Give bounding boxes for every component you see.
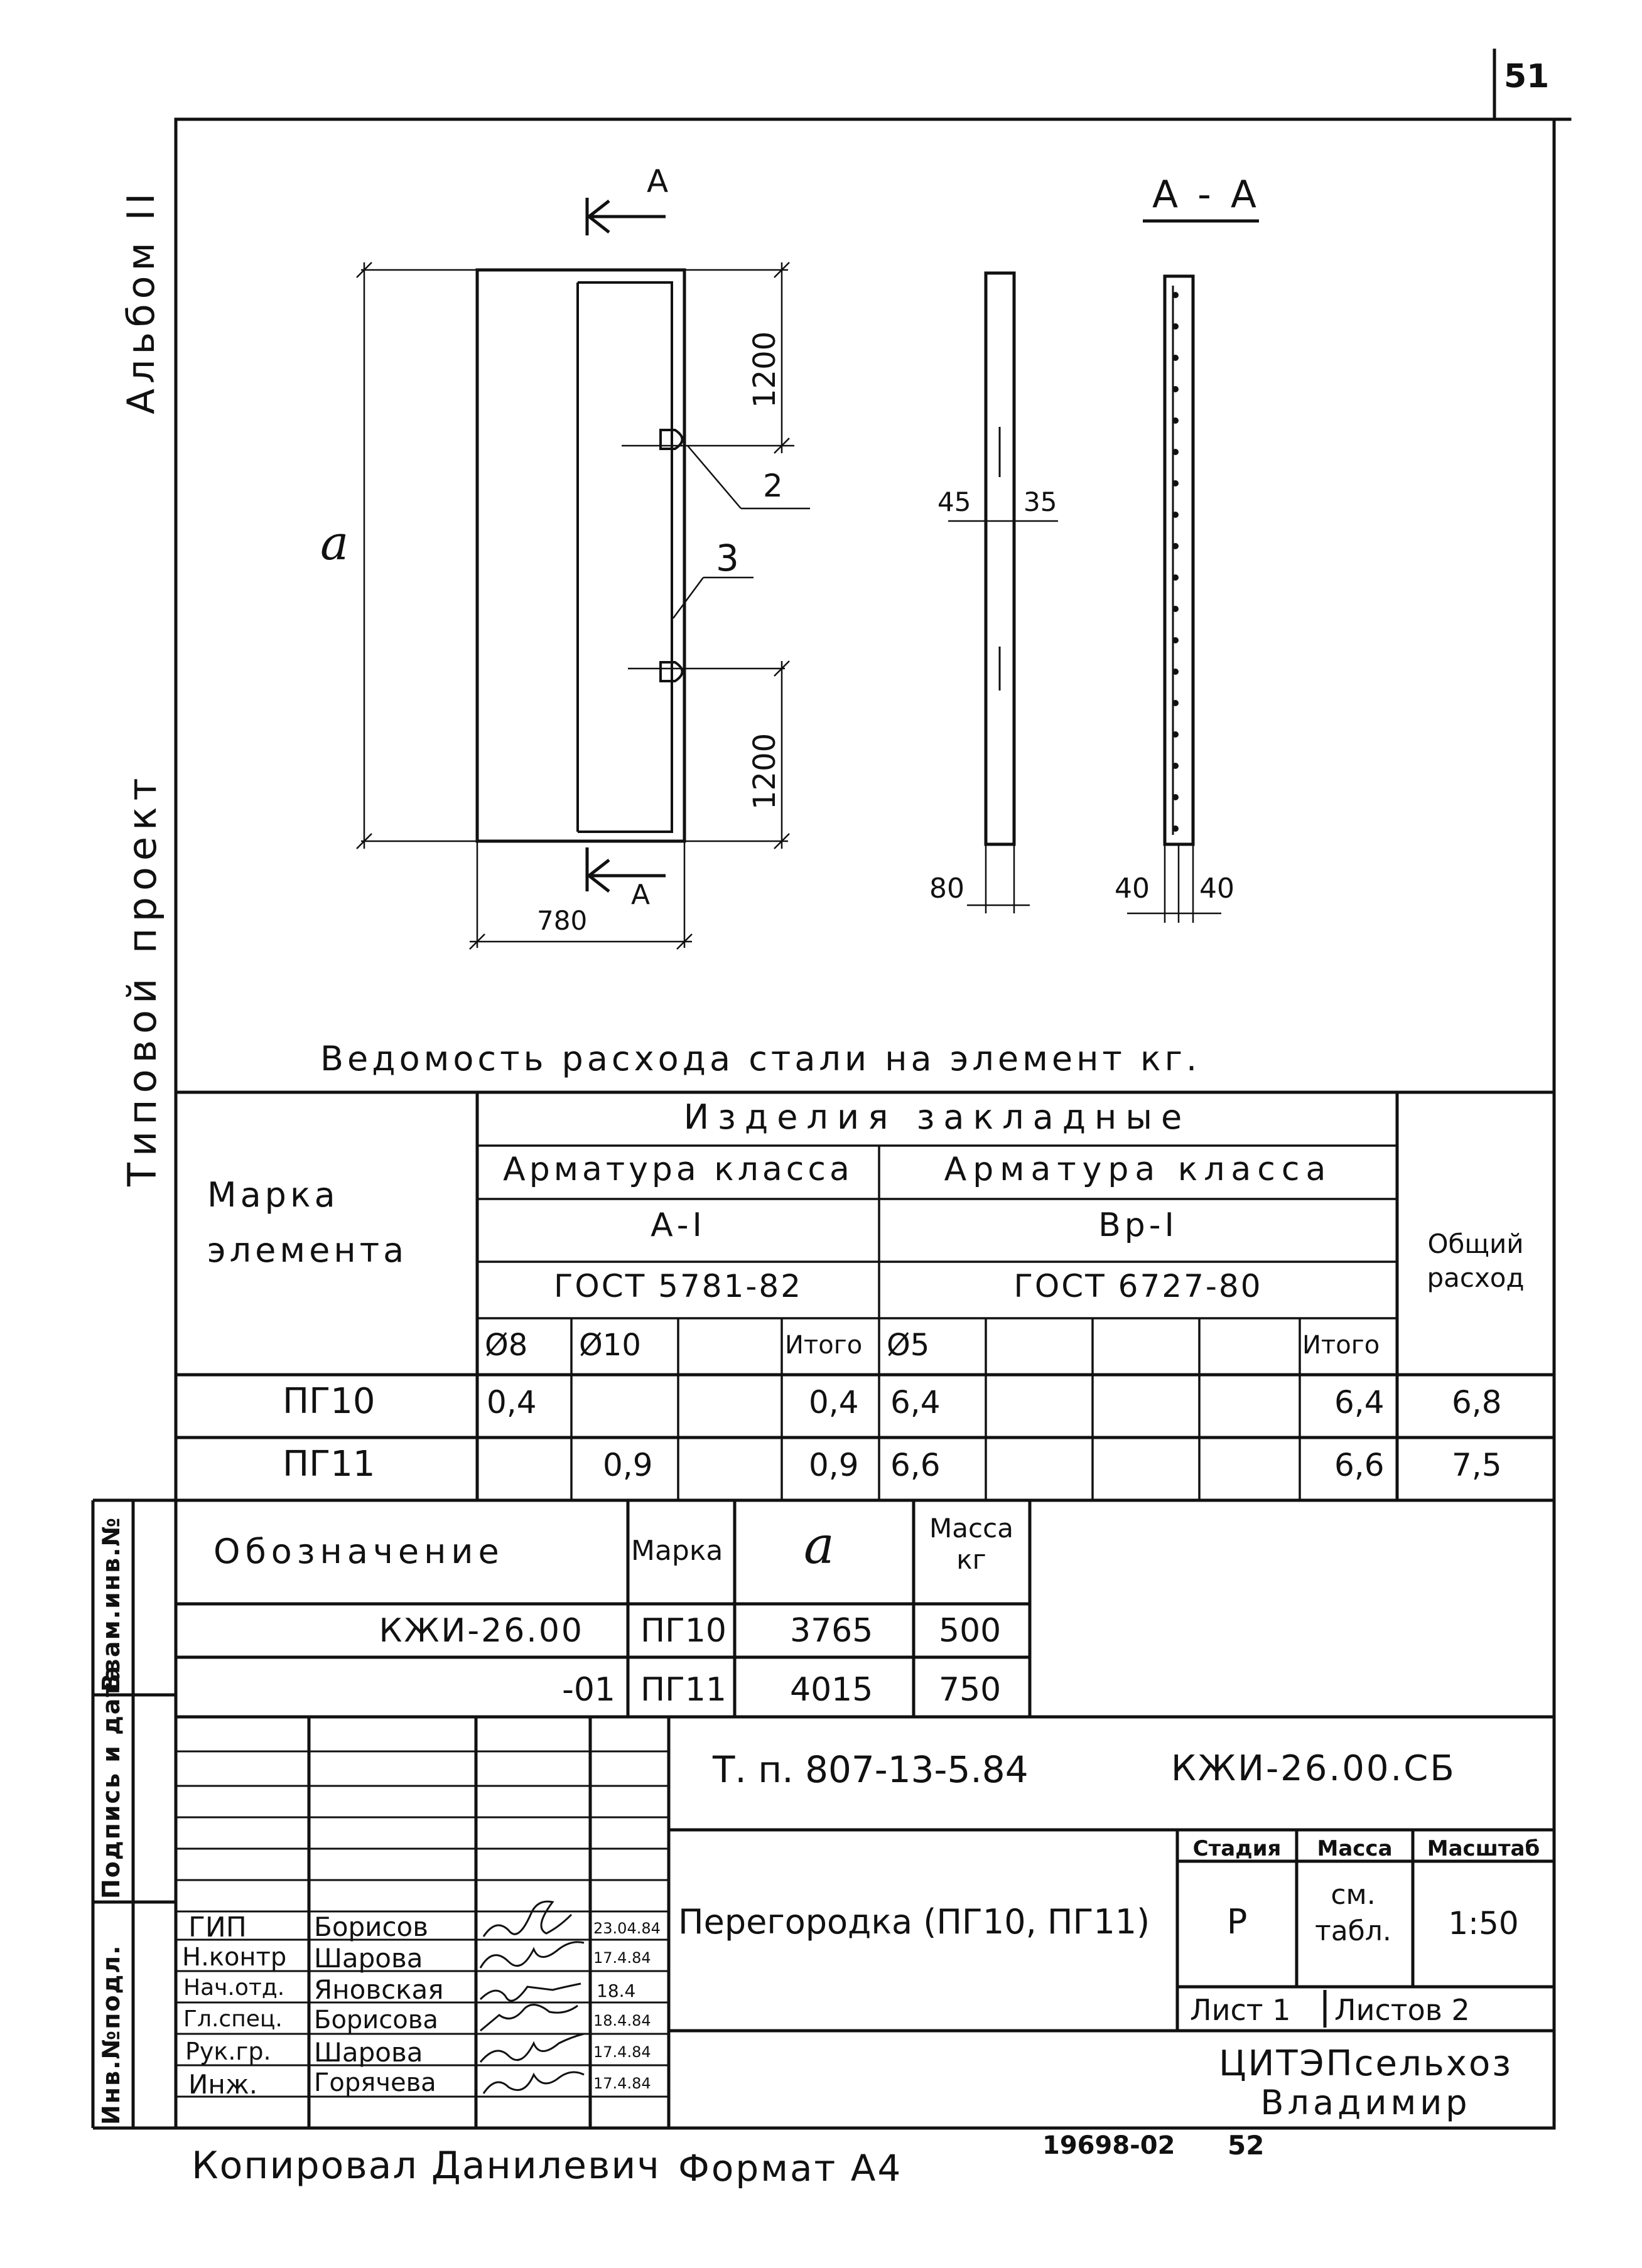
person-date-4: 18.4.84 — [593, 2012, 651, 2029]
person-role-5: Рук.гр. — [185, 2038, 271, 2065]
person-date-2: 17.4.84 — [593, 1949, 651, 1967]
steel-sub-totalB: Итого — [1302, 1331, 1380, 1360]
steel-armA-header: Арматура класса — [503, 1151, 853, 1188]
dim-top-1200: 1200 — [747, 331, 782, 408]
organization-city: Владимир — [1260, 2083, 1471, 2122]
steel-row-2-mark: ПГ11 — [283, 1444, 375, 1485]
person-date-6: 17.4.84 — [593, 2075, 651, 2092]
footer-copied: Копировал Данилевич — [192, 2144, 661, 2188]
steel-row-2-d10: 0,9 — [603, 1447, 653, 1483]
steel-sub-d5: Ø5 — [887, 1328, 930, 1363]
steel-row-1-d5: 6,4 — [890, 1384, 941, 1421]
spec-head-mark: Марка — [631, 1535, 723, 1567]
doc-number: КЖИ-26.00.СБ — [1171, 1748, 1456, 1789]
footer-format: Формат А4 — [678, 2147, 903, 2190]
scale-label: Масштаб — [1427, 1836, 1540, 1861]
mass-value: см. табл. — [1315, 1879, 1391, 1947]
spec-row-1-a: 3765 — [790, 1612, 873, 1650]
organization: ЦИТЭПсельхоз — [1218, 2043, 1513, 2084]
spec-row-2-mark: ПГ11 — [640, 1671, 726, 1709]
steel-row-2-total: 7,5 — [1452, 1447, 1502, 1483]
stamp-sign-label: Подпись и дата — [97, 1664, 125, 1899]
dim-35: 35 — [1024, 486, 1057, 517]
person-name-4: Борисова — [314, 2006, 438, 2034]
signature-4 — [480, 2005, 578, 2031]
steel-col-total: Общий расход — [1427, 1228, 1525, 1293]
person-name-2: Шарова — [314, 1943, 423, 1974]
mass-label: Масса — [1317, 1836, 1393, 1861]
steel-armB-gost: ГОСТ 6727-80 — [1013, 1268, 1263, 1304]
sheets-total: Листов 2 — [1334, 1993, 1470, 2027]
footer-inventory: 19698-02 — [1042, 2131, 1175, 2160]
person-role-4: Гл.спец. — [183, 2006, 283, 2032]
doc-code: Т. п. 807-13-5.84 — [713, 1748, 1029, 1791]
steel-armA-class: А-I — [651, 1207, 706, 1244]
callout-3: 3 — [716, 537, 739, 579]
steel-armA-gost: ГОСТ 5781-82 — [553, 1268, 803, 1304]
person-role-1: ГИП — [188, 1911, 247, 1943]
spec-row-2-designation: -01 — [562, 1671, 615, 1709]
stage-value: Р — [1226, 1902, 1248, 1942]
dim-780: 780 — [537, 905, 588, 936]
signature-2 — [480, 1942, 584, 1968]
steel-group-header: Изделия закладные — [683, 1097, 1191, 1137]
person-role-3: Нач.отд. — [183, 1975, 285, 2001]
steel-row-1-totalA: 0,4 — [809, 1384, 859, 1421]
person-date-3: 18.4 — [597, 1980, 636, 2001]
person-name-3: Яновская — [314, 1974, 444, 2005]
steel-table-title: Ведомость расхода стали на элемент кг. — [320, 1039, 1201, 1078]
signature-6 — [483, 2072, 584, 2093]
signature-1 — [483, 1901, 571, 1937]
scale-value: 1:50 — [1448, 1905, 1519, 1942]
stamp-replace-label: Взам.инв.№ — [97, 1516, 125, 1692]
steel-row-1-mark: ПГ10 — [283, 1381, 375, 1422]
person-role-2: Н.контр — [182, 1943, 287, 1972]
dim-40-right: 40 — [1199, 873, 1234, 905]
steel-row-1-totalB: 6,4 — [1334, 1384, 1385, 1421]
steel-sub-d10: Ø10 — [579, 1328, 641, 1363]
section-title: А - А — [1152, 173, 1260, 217]
element-name: Перегородка (ПГ10, ПГ11) — [678, 1902, 1150, 1942]
dim-80: 80 — [929, 873, 964, 905]
person-name-5: Шарова — [314, 2037, 423, 2068]
spec-row-2-mass: 750 — [939, 1671, 1002, 1709]
signature-3 — [480, 1984, 581, 2001]
signature-5 — [480, 2034, 584, 2062]
stage-label: Стадия — [1192, 1836, 1282, 1861]
stamp-inv-label: Инв.№подл. — [97, 1944, 125, 2125]
album-label: Альбом II — [119, 188, 163, 414]
person-date-1: 23.04.84 — [593, 1920, 661, 1937]
steel-sub-totalA: Итого — [785, 1331, 863, 1360]
spec-head-designation: Обозначение — [213, 1532, 504, 1571]
dim-a: a — [320, 515, 349, 571]
steel-row-2-d5: 6,6 — [890, 1447, 941, 1483]
person-name-1: Борисов — [314, 1911, 429, 1942]
spec-row-2-a: 4015 — [790, 1671, 873, 1709]
footer-page: 52 — [1228, 2130, 1265, 2161]
steel-row-1-d8: 0,4 — [487, 1384, 537, 1421]
steel-sub-d8: Ø8 — [485, 1328, 528, 1363]
dim-40-left: 40 — [1115, 873, 1150, 905]
steel-row-2-totalB: 6,6 — [1334, 1447, 1385, 1483]
person-date-5: 17.4.84 — [593, 2043, 651, 2061]
dim-bottom-1200: 1200 — [747, 733, 782, 810]
person-role-6: Инж. — [188, 2069, 258, 2100]
spec-head-mass: Масса кг — [929, 1513, 1013, 1575]
section-mark-bottom: А — [631, 879, 651, 911]
steel-row-2-totalA: 0,9 — [809, 1447, 859, 1483]
steel-row-1-total: 6,8 — [1452, 1384, 1502, 1421]
steel-col-mark: Марка элемента — [207, 1175, 408, 1270]
page-number: 51 — [1504, 58, 1550, 95]
dim-45: 45 — [937, 486, 971, 517]
spec-row-1-designation: КЖИ-26.00 — [379, 1612, 584, 1650]
project-label: Типовой проект — [119, 771, 165, 1186]
sheet-number: Лист 1 — [1190, 1993, 1291, 2027]
steel-armB-header: Арматура класса — [944, 1151, 1332, 1188]
spec-row-1-mass: 500 — [939, 1612, 1002, 1650]
spec-row-1-mark: ПГ10 — [640, 1612, 726, 1650]
section-mark-top: А — [647, 163, 669, 200]
callout-2: 2 — [763, 468, 783, 504]
steel-armB-class: Вр-I — [1098, 1207, 1178, 1244]
person-name-6: Горячева — [314, 2068, 436, 2097]
spec-head-a: a — [804, 1516, 835, 1576]
